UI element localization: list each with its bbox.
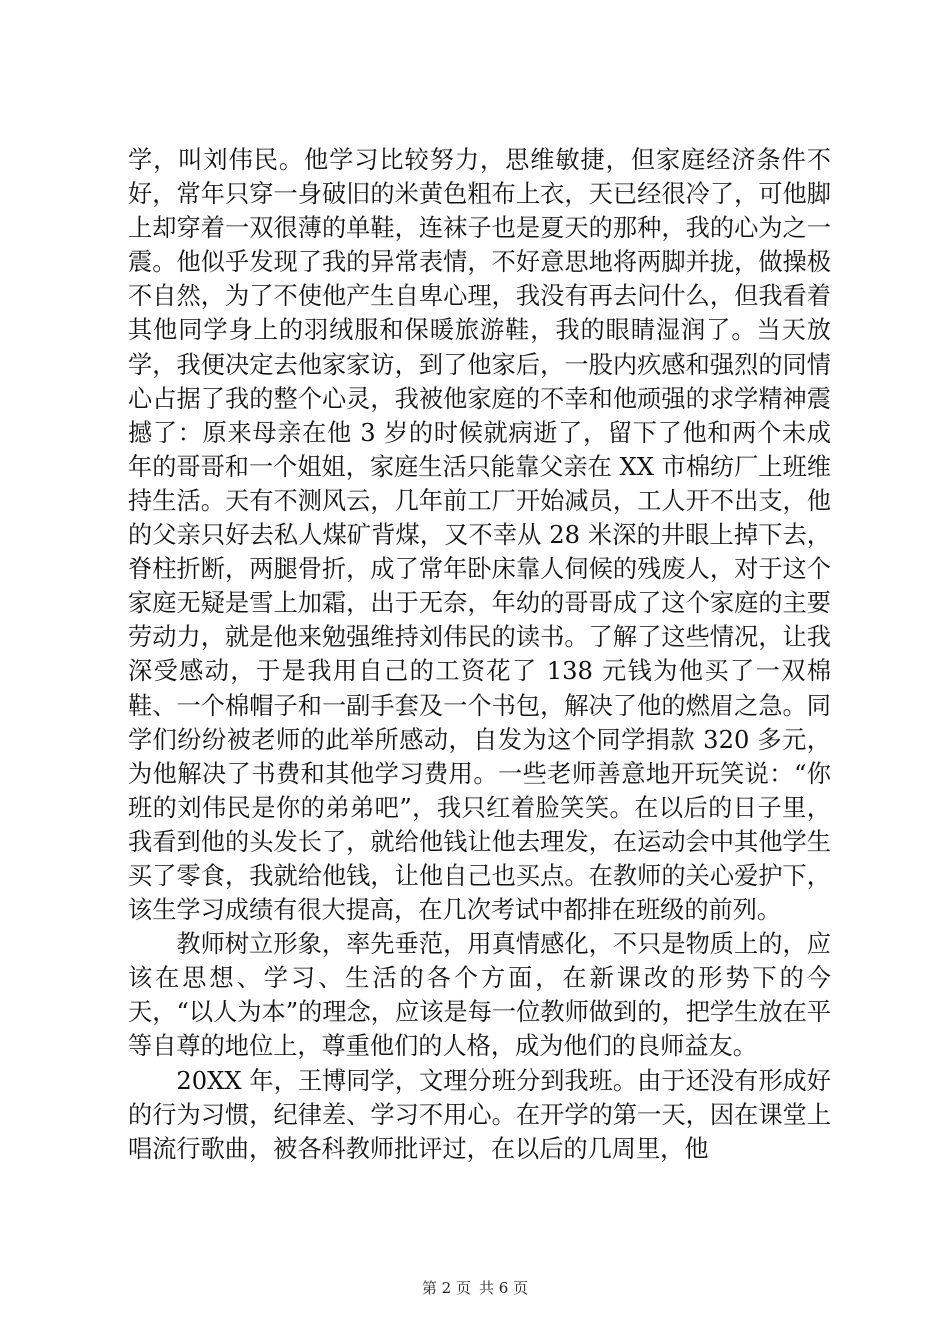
paragraph-2: 教师树立形象，率先垂范，用真情感化，不只是物质上的，应该在思想、学习、生活的各个方面，在新课改的形势下的今天，“以人为本”的理念，应该是每一位教师做到的，把学生放在平等自尊的地位上，尊重他们的人格，成为他们的良师益友。 <box>128 930 831 1061</box>
page-footer <box>0 1277 950 1298</box>
paragraph-3: 20XX 年，王博同学，文理分班分到我班。由于还没有形成好的行为习惯，纪律差、学习不用心。在开学的第一天，因在课堂上唱流行歌曲，被各科教师批评过，在以后的几周里，他 <box>128 1066 831 1163</box>
paragraph-1: 学，叫刘伟民。他学习比较努力，思维敏捷，但家庭经济条件不好，常年只穿一身破旧的米黄色粗布上衣，天已经很冷了，可他脚上却穿着一双很薄的单鞋，连袜子也是夏天的那种，我的心为之一震。他似乎发现了我的异常表情，不好意思地将两脚并拢，做操极不自然，为了不使他产生自卑心理，我没有再去问什么，但我看着其他同学身上的羽绒服和保暖旅游鞋，我的眼睛湿润了。当天放学，我便决定去他家家访，到了他家后，一股内疚感和强烈的同情心占据了我的整个心灵，我被他家庭的不幸和他顽强的求学精神震撼了：原来母亲在他 3 岁的时候就病逝了，留下了他和两个未成年的哥哥和一个姐姐，家庭生活只能靠父亲在 XX 市棉纺厂上班维持生活。天有不测风云，几年前工厂开始减员，工人开不出支，他的父亲只好去私人煤矿背煤，又不幸从 28 米深的井眼上掉下去，脊柱折断，两腿骨折，成了常年卧床靠人伺候的残废人，对于这个家庭无疑是雪上加霜，出于无奈，年幼的哥哥成了这个家庭的主要劳动力，就是他来勉强维持刘伟民的读书。了解了这些情况，让我深受感动，于是我用自己的工资花了 138 元钱为他买了一双棉鞋、一个棉帽子和一副手套及一个书包，解决了他的燃眉之急。同学们纷纷被老师的此举所感动，自发为这个同学捐款 320 多元，为他解决了书费和其他学习费用。一些老师善意地开玩笑说：“你班的刘伟民是你的弟弟吧”，我只红着脸笑笑。在以后的日子里，我看到他的头发长了，就给他钱让他去理发，在运动会中其他学生买了零食，我就给他钱，让他自己也买点。在教师的关心爱护下，该生学习成绩有很大提高，在几次考试中都排在班级的前列。 <box>128 146 831 925</box>
document-body <box>128 143 831 1166</box>
page-total: 共 6 页 <box>479 1279 529 1297</box>
page-number: 第 2 页 <box>421 1279 471 1297</box>
